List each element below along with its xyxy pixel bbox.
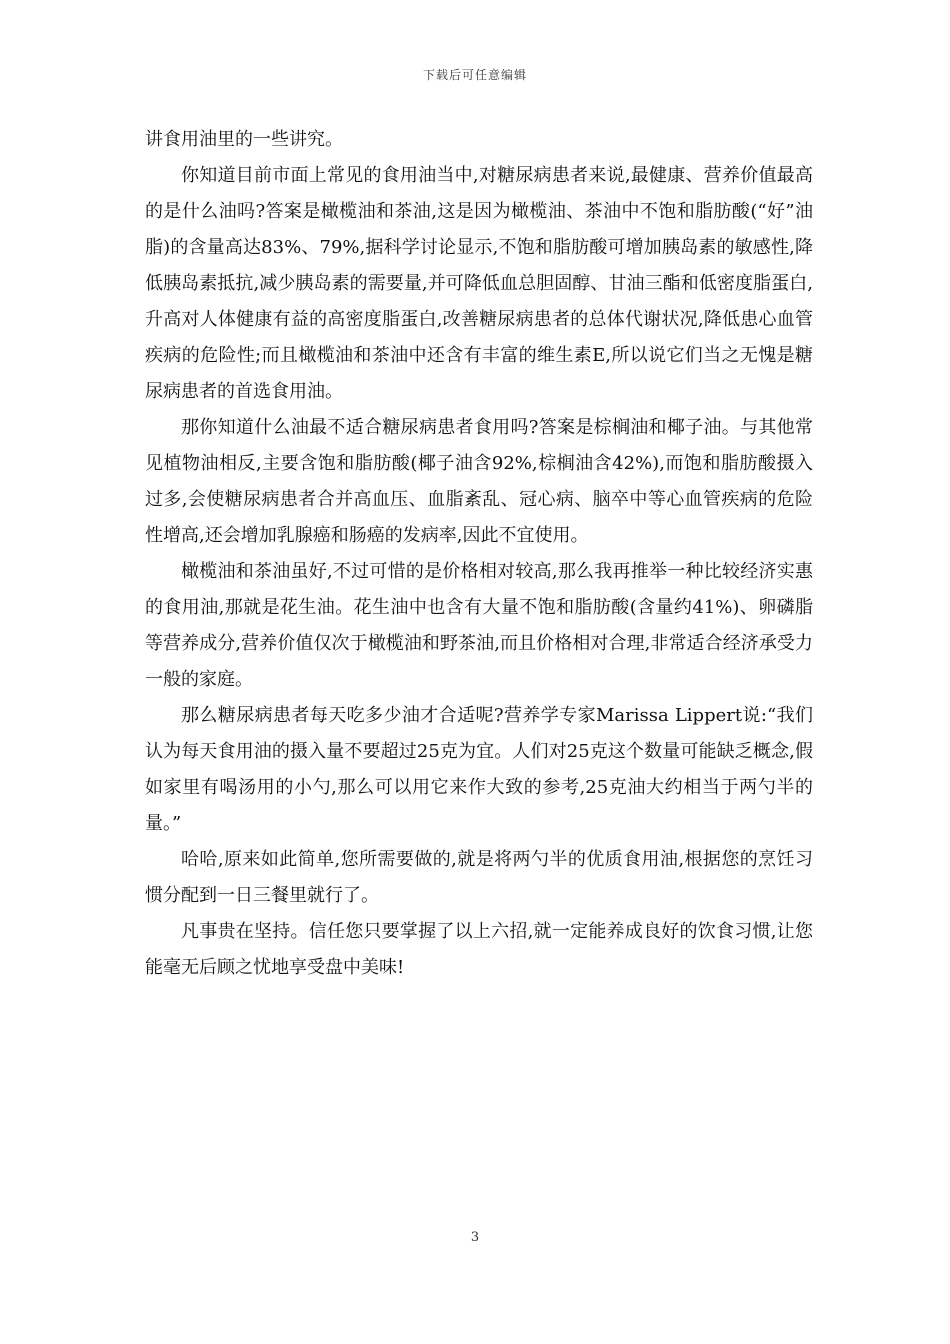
paragraph-unsuitable-oils: 那你知道什么油最不适合糖尿病患者食用吗?答案是棕榈油和椰子油。与其他常见植物油相反,主要含饱和脂肪酸(椰子油含92%,棕榈油含42%),而饱和脂肪酸摄入过多,会使糖尿病患者合并高血压、血脂紊乱、冠心病、脑卒中等心血管疾病的危险性增高,还会增加乳腺癌和肠癌的发病率,因此不宜使用。 [145, 417, 813, 546]
paragraph-daily-amount: 那么糖尿病患者每天吃多少油才合适呢?营养学专家Marissa Lippert说:“我们认为每天食用油的摄入量不要超过25克为宜。人们对25克这个数量可能缺乏概念,假如家里有喝汤用的小勺,那么可以用它来作大致的参考,25克油大约相当于两勺半的量。” [145, 705, 813, 834]
document-body [145, 122, 813, 986]
paragraph-conclusion: 凡事贵在坚持。信任您只要掌握了以上六招,就一定能养成良好的饮食习惯,让您能毫无后顾之忧地享受盘中美味! [145, 921, 813, 978]
paragraph-healthiest-oils: 你知道目前市面上常见的食用油当中,对糖尿病患者来说,最健康、营养价值最高的是什么油吗?答案是橄榄油和茶油,这是因为橄榄油、茶油中不饱和脂肪酸(“好”油脂)的含量高达83%、79%,据科学讨论显示,不饱和脂肪酸可增加胰岛素的敏感性,降低胰岛素抵抗,减少胰岛素的需要量,并可降低血总胆固醇、甘油三酯和低密度脂蛋白,升高对人体健康有益的高密度脂蛋白,改善糖尿病患者的总体代谢状况,降低患心血管疾病的危险性;而且橄榄油和茶油中还含有丰富的维生素E,所以说它们当之无愧是糖尿病患者的首选食用油。 [145, 165, 813, 402]
page-header: 下载后可任意编辑 [422, 68, 527, 82]
page-number: 3 [470, 1230, 480, 1245]
paragraph-peanut-oil: 橄榄油和茶油虽好,不过可惜的是价格相对较高,那么我再推举一种比较经济实惠的食用油,那就是花生油。花生油中也含有大量不饱和脂肪酸(含量约41%)、卵磷脂等营养成分,营养价值仅次于橄榄油和野茶油,而且价格相对合理,非常适合经济承受力一般的家庭。 [145, 561, 813, 690]
paragraph-simple-advice: 哈哈,原来如此简单,您所需要做的,就是将两勺半的优质食用油,根据您的烹饪习惯分配到一日三餐里就行了。 [145, 849, 813, 906]
paragraph-continuation: 讲食用油里的一些讲究。 [145, 129, 343, 150]
